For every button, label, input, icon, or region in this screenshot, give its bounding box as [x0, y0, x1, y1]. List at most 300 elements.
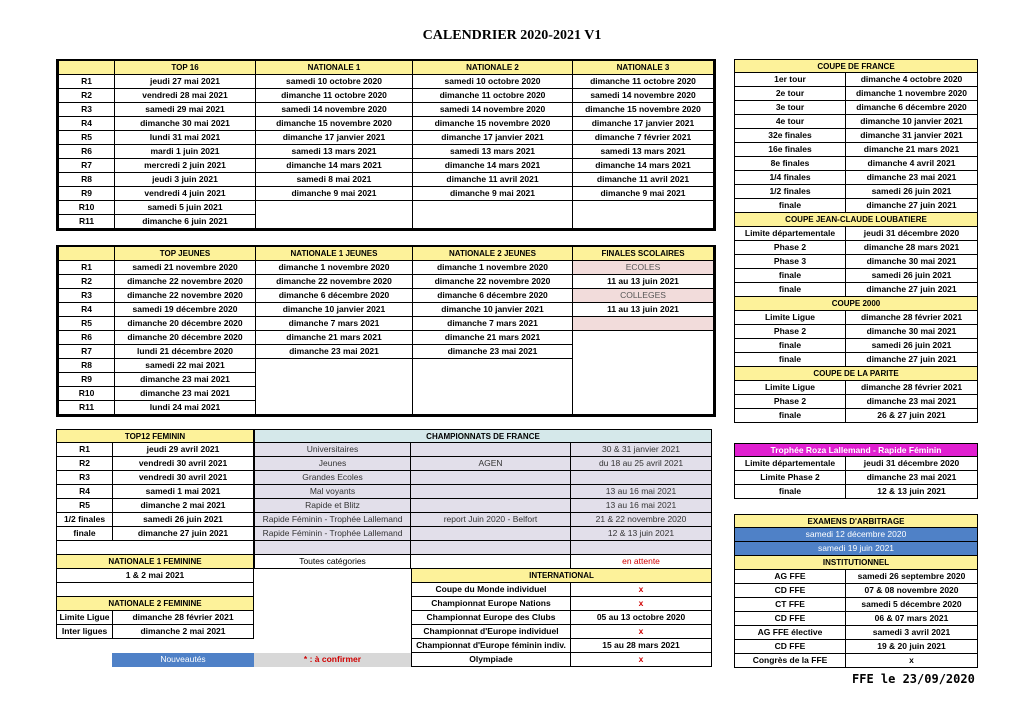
round-label: R2: [56, 457, 113, 471]
table-row: [734, 101, 978, 115]
round-label: R4: [58, 117, 115, 131]
nationale3-date: dimanche 11 avril 2021: [573, 173, 714, 187]
nationale1-date: dimanche 9 mai 2021: [256, 187, 413, 201]
table-championnats: [254, 429, 712, 569]
table-row: [734, 528, 978, 542]
header-coupe-france: COUPE DE FRANCE: [734, 59, 978, 73]
table-row: [734, 471, 978, 485]
nationale1-date: samedi 13 mars 2021: [256, 145, 413, 159]
table-trophee-roza: [734, 443, 978, 499]
coupe-parite-date: 26 & 27 juin 2021: [846, 409, 978, 423]
institutionnel-date: 06 & 07 mars 2021: [846, 612, 978, 626]
table-row: [734, 570, 978, 584]
empty-cell: [256, 201, 413, 215]
international-event: Championnat Europe Nations: [411, 597, 571, 611]
table-arbitrage: [734, 514, 978, 668]
table-row: [58, 89, 714, 103]
table-coupe-france: [734, 59, 978, 423]
top12-date: samedi 26 juin 2021: [113, 513, 254, 527]
top16-date: lundi 31 mai 2021: [115, 131, 256, 145]
nationale1-date: dimanche 17 janvier 2021: [256, 131, 413, 145]
international-date: 05 au 13 octobre 2020: [571, 611, 712, 625]
phase-label: CD FFE: [734, 584, 846, 598]
table-top12-feminin: [56, 429, 254, 639]
nationale2-jeunes-date: dimanche 10 janvier 2021: [413, 303, 573, 317]
table-row: [58, 117, 714, 131]
nationale2-jeunes-date: dimanche 1 novembre 2020: [413, 261, 573, 275]
header-nationale3: NATIONALE 3: [573, 61, 714, 75]
nationale3-date: samedi 14 novembre 2020: [573, 89, 714, 103]
nationale1-date: samedi 10 octobre 2020: [256, 75, 413, 89]
table-row: [254, 541, 712, 555]
table-row: [56, 625, 254, 639]
table-row: [734, 626, 978, 640]
round-label: R4: [58, 303, 115, 317]
header-trophee: Trophée Roza Lallemand - Rapide Féminin: [734, 443, 978, 457]
table-row: [58, 345, 714, 359]
table-row: [254, 499, 712, 513]
table-division: [56, 59, 716, 231]
trophee-date: jeudi 31 décembre 2020: [846, 457, 978, 471]
table-row: [58, 173, 714, 187]
international-date: x: [571, 653, 712, 667]
international-event: Championnat d'Europe individuel: [411, 625, 571, 639]
top-jeunes-date: samedi 19 décembre 2020: [115, 303, 256, 317]
table-row: [56, 471, 254, 485]
table-row: [58, 289, 714, 303]
top-jeunes-date: dimanche 20 décembre 2020: [115, 331, 256, 345]
nationale1-jeunes-date: dimanche 10 janvier 2021: [256, 303, 413, 317]
institutionnel-date: samedi 5 décembre 2020: [846, 598, 978, 612]
empty-cell: [256, 373, 413, 387]
coupe-france-date: dimanche 31 janvier 2021: [846, 129, 978, 143]
empty-cell: [573, 215, 714, 229]
empty-cell: [413, 215, 573, 229]
table-international: [411, 569, 712, 667]
top16-date: mercredi 2 juin 2021: [115, 159, 256, 173]
table-row: [411, 625, 712, 639]
phase-label: Phase 2: [734, 325, 846, 339]
championnat-location: [411, 499, 571, 513]
phase-label: Limite Ligue: [734, 381, 846, 395]
nationale2-date: dimanche 15 novembre 2020: [413, 117, 573, 131]
coupe-jcl-date: samedi 26 juin 2021: [846, 269, 978, 283]
top-jeunes-date: samedi 22 mai 2021: [115, 359, 256, 373]
empty-cell: [573, 359, 714, 373]
legend-nouveautes: Nouveautés: [112, 653, 254, 667]
top16-date: samedi 5 juin 2021: [115, 201, 256, 215]
championnat-name: Toutes catégories: [254, 555, 411, 569]
top-jeunes-date: dimanche 23 mai 2021: [115, 373, 256, 387]
nationale3-date: dimanche 17 janvier 2021: [573, 117, 714, 131]
championnat-location: [411, 541, 571, 555]
round-label: 1/2 finales: [56, 513, 113, 527]
nationale1-jeunes-date: dimanche 6 décembre 2020: [256, 289, 413, 303]
signature: FFE le 23/09/2020: [852, 672, 975, 686]
phase-label: 32e finales: [734, 129, 846, 143]
international-date: x: [571, 625, 712, 639]
phase-label: 4e tour: [734, 115, 846, 129]
round-label: R9: [58, 373, 115, 387]
phase-label: 1er tour: [734, 73, 846, 87]
empty-cell: [573, 345, 714, 359]
header-coupe-jcl: COUPE JEAN-CLAUDE LOUBATIERE: [734, 213, 978, 227]
coupe-france-date: dimanche 27 juin 2021: [846, 199, 978, 213]
top12-date: vendredi 30 avril 2021: [113, 471, 254, 485]
table-row: [58, 387, 714, 401]
coupe-2000-date: dimanche 30 mai 2021: [846, 325, 978, 339]
championnat-date: en attente: [571, 555, 712, 569]
nationale1-date: dimanche 11 octobre 2020: [256, 89, 413, 103]
round-label: R11: [58, 401, 115, 415]
table-row: [254, 443, 712, 457]
table-row: [411, 611, 712, 625]
table-row: [734, 325, 978, 339]
top16-date: jeudi 27 mai 2021: [115, 75, 256, 89]
nationale1-jeunes-date: dimanche 21 mars 2021: [256, 331, 413, 345]
championnat-name: Jeunes: [254, 457, 411, 471]
table-row: [734, 395, 978, 409]
table-row: [734, 73, 978, 87]
empty-cell: [413, 201, 573, 215]
top-jeunes-date: dimanche 20 décembre 2020: [115, 317, 256, 331]
table-jeunes: [56, 245, 716, 417]
coupe-france-date: dimanche 10 janvier 2021: [846, 115, 978, 129]
nationale3-date: dimanche 11 octobre 2020: [573, 75, 714, 89]
scolaires-date: 11 au 13 juin 2021: [573, 275, 714, 289]
championnat-date: 13 au 16 mai 2021: [571, 485, 712, 499]
table-row: [734, 654, 978, 668]
coupe-parite-date: dimanche 23 mai 2021: [846, 395, 978, 409]
scolaires-date: 11 au 13 juin 2021: [573, 303, 714, 317]
championnat-name: Universitaires: [254, 443, 411, 457]
table-row: [58, 145, 714, 159]
round-label: finale: [56, 527, 113, 541]
header-nationale1: NATIONALE 1: [256, 61, 413, 75]
table-row: [254, 527, 712, 541]
phase-label: 8e finales: [734, 157, 846, 171]
phase-label: AG FFE élective: [734, 626, 846, 640]
international-date: 15 au 28 mars 2021: [571, 639, 712, 653]
header-top-jeunes: TOP JEUNES: [115, 247, 256, 261]
header-coupe-parite: COUPE DE LA PARITE: [734, 367, 978, 381]
round-label: R9: [58, 187, 115, 201]
phase-label: 1/4 finales: [734, 171, 846, 185]
round-label: R3: [58, 103, 115, 117]
championnat-name: Rapide Féminin - Trophée Lallemand: [254, 527, 411, 541]
top-jeunes-date: samedi 21 novembre 2020: [115, 261, 256, 275]
nationale3-date: dimanche 15 novembre 2020: [573, 103, 714, 117]
table-row: [58, 373, 714, 387]
table-row: [734, 87, 978, 101]
phase-label: Congrès de la FFE: [734, 654, 846, 668]
international-event: Olympiade: [411, 653, 571, 667]
table-row: [254, 457, 712, 471]
table-row: [734, 269, 978, 283]
empty-cell: [256, 215, 413, 229]
empty-cell: [413, 401, 573, 415]
round-label: R10: [58, 387, 115, 401]
championnat-date: 13 au 16 mai 2021: [571, 499, 712, 513]
phase-label: finale: [734, 485, 846, 499]
table-row: [58, 103, 714, 117]
nationale2-date: samedi 10 octobre 2020: [413, 75, 573, 89]
phase-label: finale: [734, 339, 846, 353]
top-jeunes-date: dimanche 22 novembre 2020: [115, 275, 256, 289]
championnat-name: Rapide et Blitz: [254, 499, 411, 513]
table-row: [734, 353, 978, 367]
top16-date: samedi 29 mai 2021: [115, 103, 256, 117]
table-row: [734, 157, 978, 171]
coupe-2000-date: dimanche 28 février 2021: [846, 311, 978, 325]
nationale1-jeunes-date: dimanche 1 novembre 2020: [256, 261, 413, 275]
round-label: R1: [58, 75, 115, 89]
round-label: R4: [56, 485, 113, 499]
championnat-location: [411, 485, 571, 499]
phase-label: Limite Ligue: [734, 311, 846, 325]
table-row: [734, 227, 978, 241]
round-label: R1: [56, 443, 113, 457]
round-label: R8: [58, 359, 115, 373]
nationale2-jeunes-date: dimanche 23 mai 2021: [413, 345, 573, 359]
table-row: [58, 187, 714, 201]
table-row: [734, 311, 978, 325]
top-jeunes-date: dimanche 23 mai 2021: [115, 387, 256, 401]
top-jeunes-date: lundi 24 mai 2021: [115, 401, 256, 415]
table-row: [58, 401, 714, 415]
header-international: INTERNATIONAL: [411, 569, 712, 583]
championnat-location: [411, 443, 571, 457]
phase-label: 3e tour: [734, 101, 846, 115]
international-event: Championnat Europe des Clubs: [411, 611, 571, 625]
round-label: R8: [58, 173, 115, 187]
top12-date: dimanche 27 juin 2021: [113, 527, 254, 541]
table-row: [254, 485, 712, 499]
top12-date: samedi 1 mai 2021: [113, 485, 254, 499]
coupe-jcl-date: dimanche 30 mai 2021: [846, 255, 978, 269]
table-row: [56, 527, 254, 541]
round-label: R6: [58, 145, 115, 159]
round-label: R2: [58, 275, 115, 289]
nationale1-jeunes-date: dimanche 7 mars 2021: [256, 317, 413, 331]
top16-date: vendredi 4 juin 2021: [115, 187, 256, 201]
top16-date: vendredi 28 mai 2021: [115, 89, 256, 103]
header-coupe-2000: COUPE 2000: [734, 297, 978, 311]
header-n1-feminine: NATIONALE 1 FEMININE: [56, 555, 254, 569]
table-row: [58, 303, 714, 317]
table-row: [56, 457, 254, 471]
table-row: [411, 597, 712, 611]
table-row: [411, 653, 712, 667]
table-row: [734, 241, 978, 255]
empty-cell: [256, 401, 413, 415]
header-nationale1-jeunes: NATIONALE 1 JEUNES: [256, 247, 413, 261]
empty-cell: [413, 373, 573, 387]
championnat-location: [411, 527, 571, 541]
table-row: [58, 261, 714, 275]
trophee-date: dimanche 23 mai 2021: [846, 471, 978, 485]
table-row: [56, 443, 254, 457]
nationale2-date: samedi 13 mars 2021: [413, 145, 573, 159]
championnat-date: 30 & 31 janvier 2021: [571, 443, 712, 457]
phase-label: Phase 2: [734, 241, 846, 255]
phase-label: CD FFE: [734, 612, 846, 626]
international-event: Coupe du Monde individuel: [411, 583, 571, 597]
coupe-2000-date: samedi 26 juin 2021: [846, 339, 978, 353]
nationale2-jeunes-date: dimanche 7 mars 2021: [413, 317, 573, 331]
top12-date: vendredi 30 avril 2021: [113, 457, 254, 471]
nationale2-date: samedi 14 novembre 2020: [413, 103, 573, 117]
championnat-date: [571, 471, 712, 485]
table-row: [734, 584, 978, 598]
institutionnel-date: samedi 3 avril 2021: [846, 626, 978, 640]
table-row: [58, 201, 714, 215]
nationale3-date: dimanche 7 février 2021: [573, 131, 714, 145]
nationale2-date: dimanche 11 avril 2021: [413, 173, 573, 187]
phase-label: Limite Phase 2: [734, 471, 846, 485]
table-row: [734, 485, 978, 499]
nationale2-date: dimanche 11 octobre 2020: [413, 89, 573, 103]
table-row: [58, 275, 714, 289]
legend-confirmer: * : à confirmer: [254, 653, 411, 667]
table-row: [58, 75, 714, 89]
phase-label: finale: [734, 283, 846, 297]
scolaires-category: COLLEGES: [573, 289, 714, 303]
phase-label: Limite Ligue: [56, 611, 113, 625]
empty-cell: [573, 201, 714, 215]
table-row: [58, 215, 714, 229]
table-row: [56, 485, 254, 499]
table-row: [56, 513, 254, 527]
coupe-france-date: dimanche 6 décembre 2020: [846, 101, 978, 115]
championnat-name: Rapide Féminin - Trophée Lallemand: [254, 513, 411, 527]
phase-label: 16e finales: [734, 143, 846, 157]
table-row: [734, 612, 978, 626]
table-row: [734, 542, 978, 556]
table-row: [734, 199, 978, 213]
nationale2-date: dimanche 14 mars 2021: [413, 159, 573, 173]
phase-label: 2e tour: [734, 87, 846, 101]
header-top16: TOP 16: [115, 61, 256, 75]
phase-label: Limite départementale: [734, 457, 846, 471]
top16-date: jeudi 3 juin 2021: [115, 173, 256, 187]
table-row: [734, 185, 978, 199]
trophee-date: 12 & 13 juin 2021: [846, 485, 978, 499]
arbitrage-date: samedi 19 juin 2021: [734, 542, 978, 556]
header-arbitrage: EXAMENS D'ARBITRAGE: [734, 514, 978, 528]
table-row: [734, 143, 978, 157]
table-row: [254, 471, 712, 485]
table-row: [411, 583, 712, 597]
nationale1-jeunes-date: dimanche 23 mai 2021: [256, 345, 413, 359]
table-row: [254, 513, 712, 527]
nationale1-date: dimanche 14 mars 2021: [256, 159, 413, 173]
table-row: [734, 255, 978, 269]
round-label: R5: [56, 499, 113, 513]
championnat-date: [571, 541, 712, 555]
championnat-name: Grandes Ecoles: [254, 471, 411, 485]
phase-label: 1/2 finales: [734, 185, 846, 199]
header-finales-scolaires: FINALES SCOLAIRES: [573, 247, 714, 261]
table-row: [411, 639, 712, 653]
table-row: [58, 159, 714, 173]
table-row: [734, 283, 978, 297]
phase-label: finale: [734, 353, 846, 367]
championnat-date: 21 & 22 novembre 2020: [571, 513, 712, 527]
page-title: CALENDRIER 2020-2021 V1: [422, 28, 602, 43]
n2-feminine-date: dimanche 28 février 2021: [113, 611, 254, 625]
championnat-location: [411, 471, 571, 485]
empty-cell: [256, 387, 413, 401]
championnat-date: du 18 au 25 avril 2021: [571, 457, 712, 471]
top16-date: mardi 1 juin 2021: [115, 145, 256, 159]
nationale1-jeunes-date: dimanche 22 novembre 2020: [256, 275, 413, 289]
coupe-france-date: dimanche 1 novembre 2020: [846, 87, 978, 101]
table-row: [734, 381, 978, 395]
nationale3-date: dimanche 14 mars 2021: [573, 159, 714, 173]
coupe-jcl-date: dimanche 27 juin 2021: [846, 283, 978, 297]
table-row: [734, 598, 978, 612]
table-row: [56, 611, 254, 625]
phase-label: Phase 3: [734, 255, 846, 269]
phase-label: Limite départementale: [734, 227, 846, 241]
empty-cell: [573, 331, 714, 345]
top16-date: dimanche 30 mai 2021: [115, 117, 256, 131]
institutionnel-date: x: [846, 654, 978, 668]
header-nationale2-jeunes: NATIONALE 2 JEUNES: [413, 247, 573, 261]
coupe-france-date: dimanche 4 octobre 2020: [846, 73, 978, 87]
phase-label: CD FFE: [734, 640, 846, 654]
header-n2-feminine: NATIONALE 2 FEMININE: [56, 597, 254, 611]
top12-date: dimanche 2 mai 2021: [113, 499, 254, 513]
phase-label: Phase 2: [734, 395, 846, 409]
nationale2-date: dimanche 9 mai 2021: [413, 187, 573, 201]
header-institutionnel: INSTITUTIONNEL: [734, 556, 978, 570]
table-row: [734, 115, 978, 129]
coupe-france-date: dimanche 4 avril 2021: [846, 157, 978, 171]
institutionnel-date: 19 & 20 juin 2021: [846, 640, 978, 654]
top12-date: jeudi 29 avril 2021: [113, 443, 254, 457]
round-label: R7: [58, 159, 115, 173]
phase-label: Inter ligues: [56, 625, 113, 639]
empty-cell: [413, 387, 573, 401]
phase-label: CT FFE: [734, 598, 846, 612]
arbitrage-date: samedi 12 décembre 2020: [734, 528, 978, 542]
coupe-2000-date: dimanche 27 juin 2021: [846, 353, 978, 367]
table-row: [58, 359, 714, 373]
nationale2-jeunes-date: dimanche 21 mars 2021: [413, 331, 573, 345]
nationale3-date: dimanche 9 mai 2021: [573, 187, 714, 201]
top-jeunes-date: lundi 21 décembre 2020: [115, 345, 256, 359]
round-label: R3: [56, 471, 113, 485]
round-label: R5: [58, 317, 115, 331]
round-label: R2: [58, 89, 115, 103]
header-championnats: CHAMPIONNATS DE FRANCE: [254, 429, 712, 443]
nationale1-date: dimanche 15 novembre 2020: [256, 117, 413, 131]
empty-cell: [573, 373, 714, 387]
institutionnel-date: samedi 26 septembre 2020: [846, 570, 978, 584]
round-label: R7: [58, 345, 115, 359]
table-row: [56, 499, 254, 513]
round-label: R3: [58, 289, 115, 303]
championnat-name: [254, 541, 411, 555]
empty-cell: [573, 401, 714, 415]
round-label: R1: [58, 261, 115, 275]
phase-label: finale: [734, 199, 846, 213]
international-date: x: [571, 597, 712, 611]
phase-label: AG FFE: [734, 570, 846, 584]
empty-cell: [413, 359, 573, 373]
